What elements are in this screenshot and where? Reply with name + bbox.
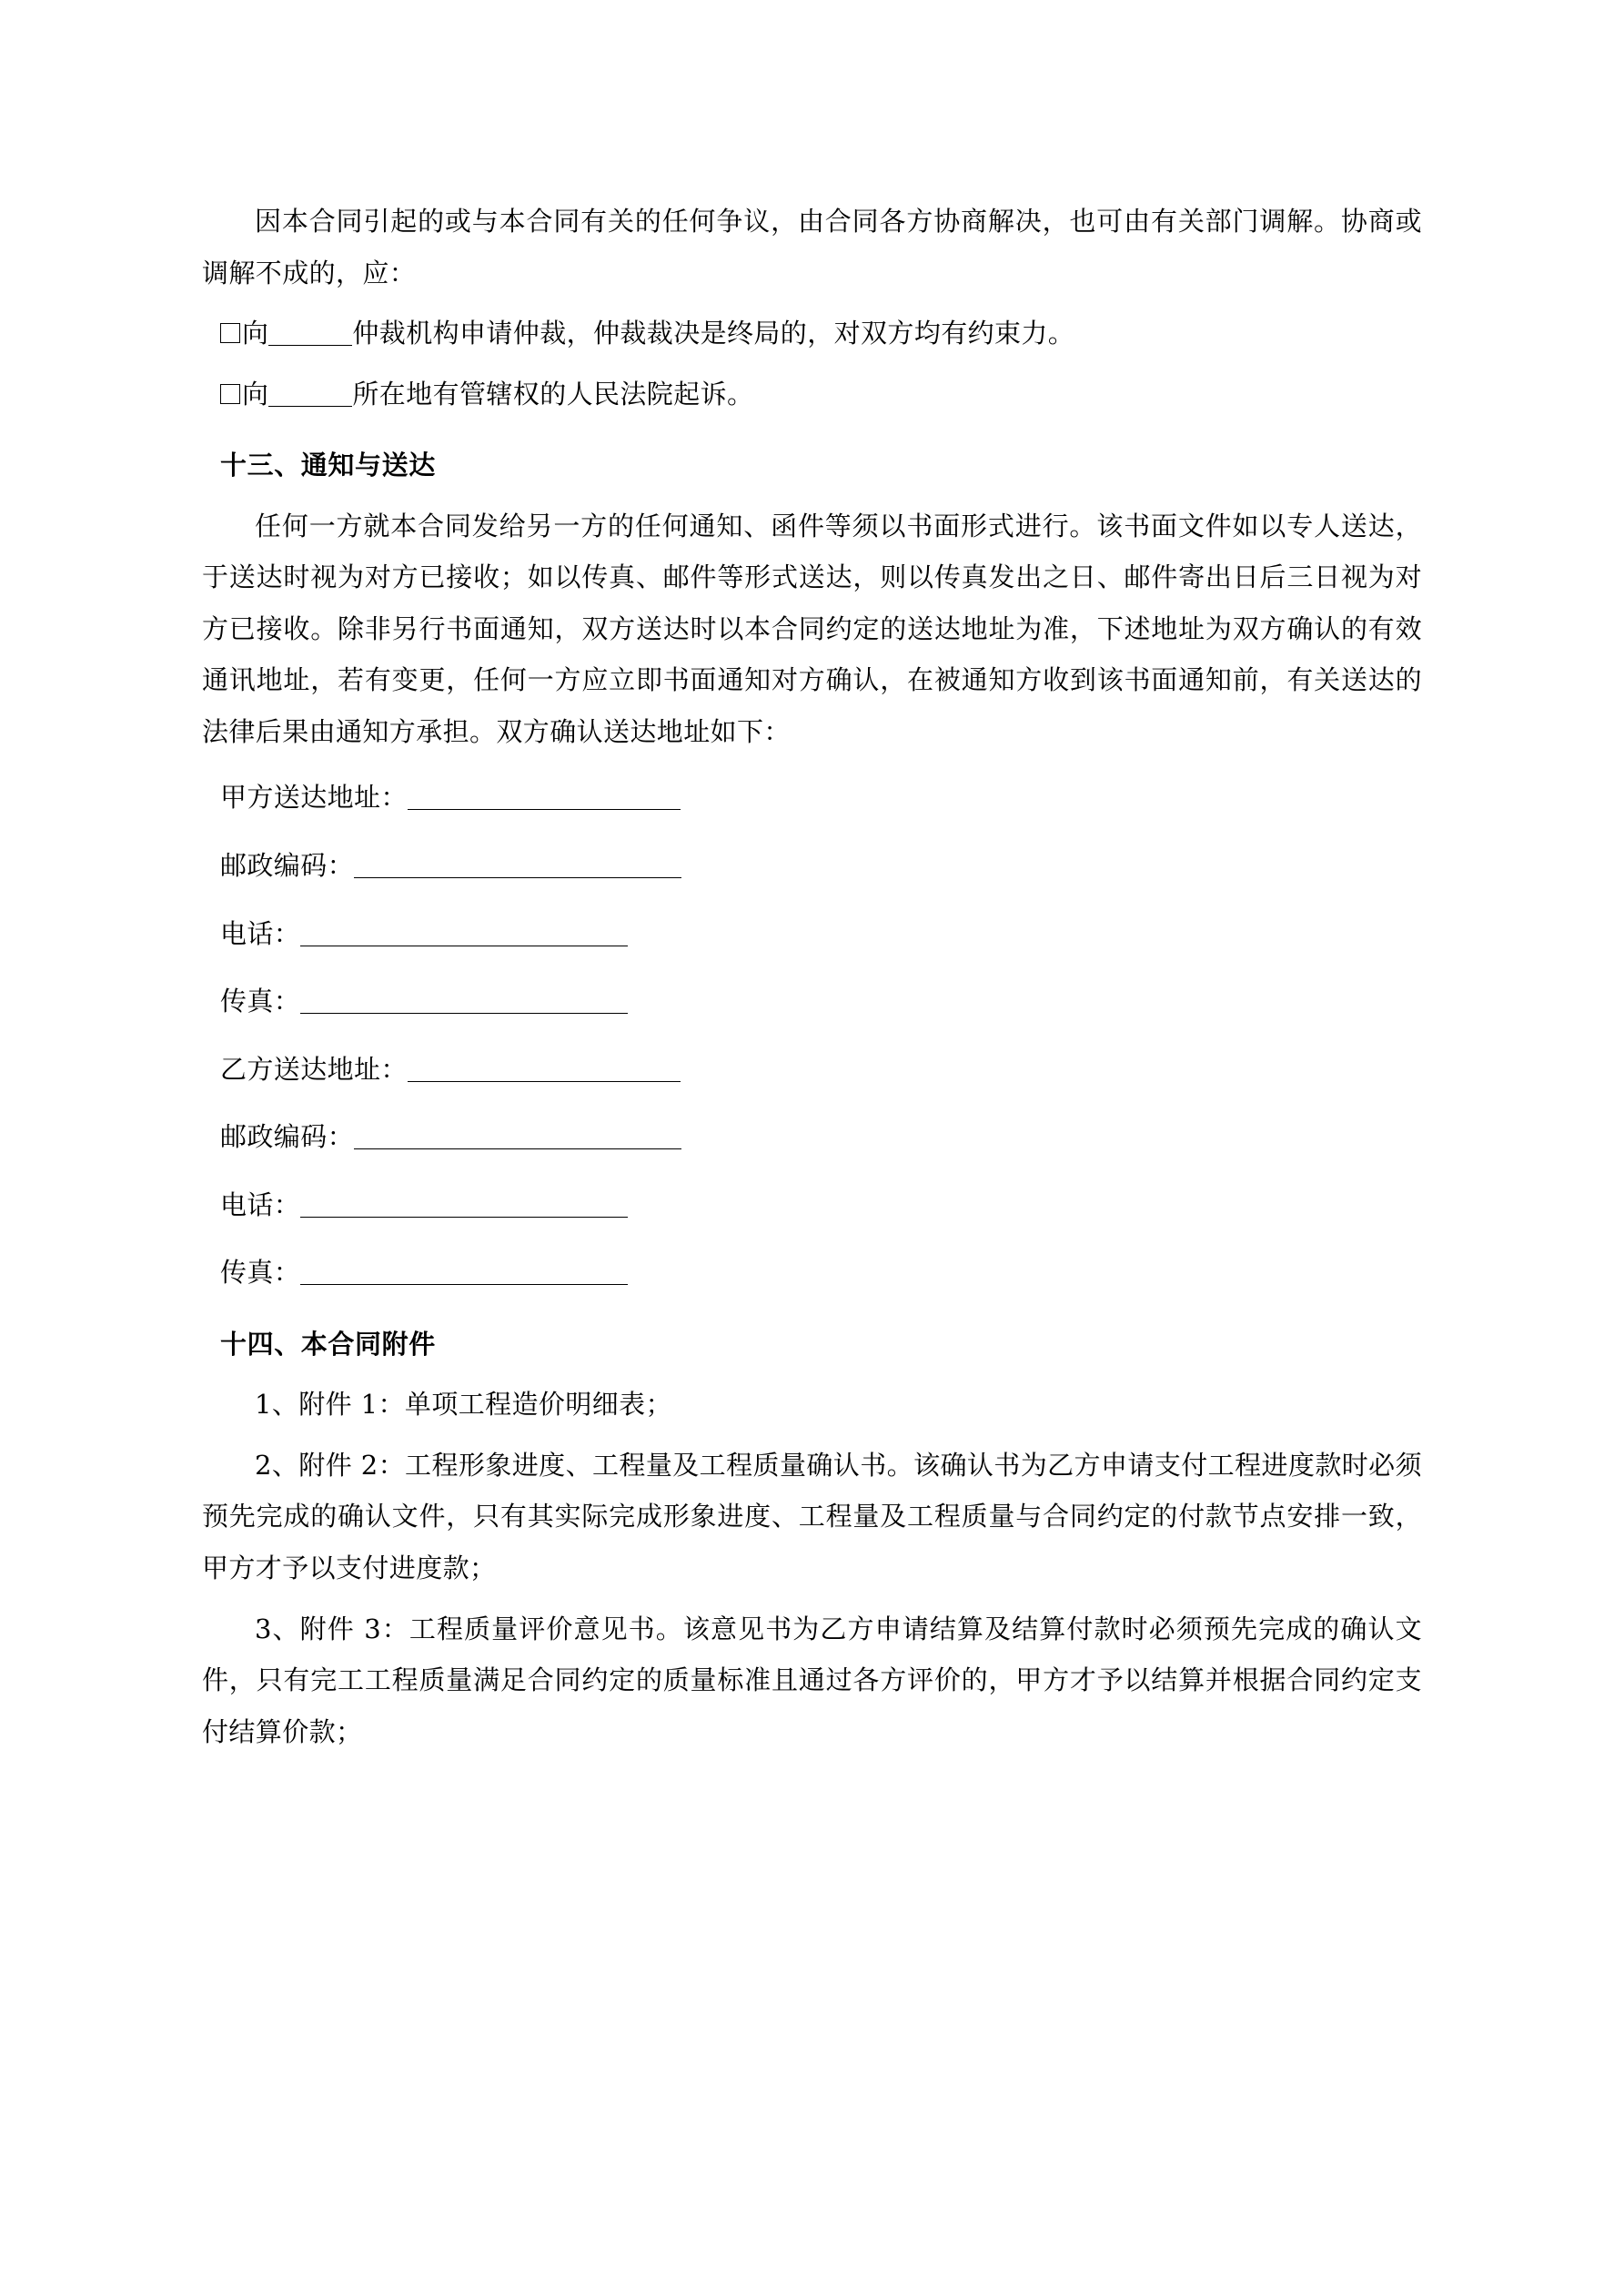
checkbox-arbitration[interactable] — [220, 323, 240, 343]
dispute-option-litigation — [202, 369, 1422, 420]
field-party-b-phone — [202, 1179, 1422, 1231]
field-input-party-a-address[interactable] — [408, 809, 681, 810]
field-label-party-b-postcode: 邮政编码： — [220, 1121, 355, 1153]
dispute-option-arbitration-before: 向 — [242, 318, 269, 349]
paragraph-notice-body: 任何一方就本合同发给另一方的任何通知、函件等须以书面形式进行。该书面文件如以专人送达，于送达时视为对方已接收；如以传真、邮件等形式送达，则以传真发出之日、邮件寄出日后三日视为对方已接收。除非另行书面通知，双方送达时以本合同约定的送达地址为准，下述地址为双方确认的有效通讯地址，若有变更，任何一方应立即书面通知对方确认，在被通知方收到该书面通知前，有关送达的法律后果由通知方承担。双方确认送达地址如下： — [202, 510, 1422, 747]
field-label-party-a-address: 甲方送达地址： — [220, 782, 408, 814]
checkbox-litigation[interactable] — [220, 384, 240, 404]
field-party-a-fax — [202, 976, 1422, 1027]
field-input-party-a-fax[interactable] — [300, 1013, 628, 1014]
field-input-party-b-postcode[interactable] — [354, 1148, 681, 1149]
field-label-party-b-address: 乙方送达地址： — [220, 1053, 408, 1085]
field-input-party-b-address[interactable] — [408, 1081, 681, 1082]
court-location-blank[interactable] — [268, 406, 352, 407]
field-party-b-postcode — [202, 1111, 1422, 1163]
attachment-item-2: 2、附件 2：工程形象进度、工程量及工程质量确认书。该确认书为乙方申请支付工程进度款时必须预先完成的确认文件，只有其实际完成形象进度、工程量及工程质量与合同约定的付款节点安排一致，甲方才予以支付进度款； — [202, 1449, 1422, 1584]
notice-address-fields — [202, 772, 1422, 1298]
field-party-b-address — [202, 1044, 1422, 1096]
field-label-party-b-phone: 电话： — [220, 1188, 301, 1220]
dispute-option-litigation-before: 向 — [242, 378, 269, 410]
field-party-a-phone — [202, 908, 1422, 960]
field-label-party-a-phone: 电话： — [220, 917, 301, 949]
paragraph-dispute-intro: 因本合同引起的或与本合同有关的任何争议，由合同各方协商解决，也可由有关部门调解。协商或调解不成的，应： — [202, 206, 1422, 288]
dispute-option-arbitration-after: 仲裁机构申请仲裁，仲裁裁决是终局的，对双方均有约束力。 — [352, 318, 1075, 349]
dispute-option-arbitration — [202, 308, 1422, 359]
dispute-option-litigation-after: 所在地有管辖权的人民法院起诉。 — [352, 378, 754, 410]
field-label-party-a-fax: 传真： — [220, 986, 301, 1017]
field-party-a-address — [202, 772, 1422, 824]
field-input-party-b-phone[interactable] — [300, 1217, 628, 1218]
attachment-item-3: 3、附件 3：工程质量评价意见书。该意见书为乙方申请结算及结算付款时必须预先完成的确认文件，只有完工工程质量满足合同约定的质量标准且通过各方评价的，甲方才予以结算并根据合同约定支付结算价款； — [202, 1613, 1422, 1747]
field-party-a-postcode — [202, 840, 1422, 892]
section-heading-attachments: 十四、本合同附件 — [220, 1328, 436, 1360]
section-heading-notice: 十三、通知与送达 — [220, 450, 436, 481]
field-label-party-b-fax: 传真： — [220, 1257, 301, 1289]
field-input-party-a-postcode[interactable] — [354, 877, 681, 878]
field-label-party-a-postcode: 邮政编码： — [220, 850, 355, 882]
arbitration-institution-blank[interactable] — [268, 345, 352, 346]
field-input-party-b-fax[interactable] — [300, 1284, 628, 1285]
field-party-b-fax — [202, 1247, 1422, 1299]
attachment-item-1: 1、附件 1：单项工程造价明细表； — [255, 1389, 672, 1421]
